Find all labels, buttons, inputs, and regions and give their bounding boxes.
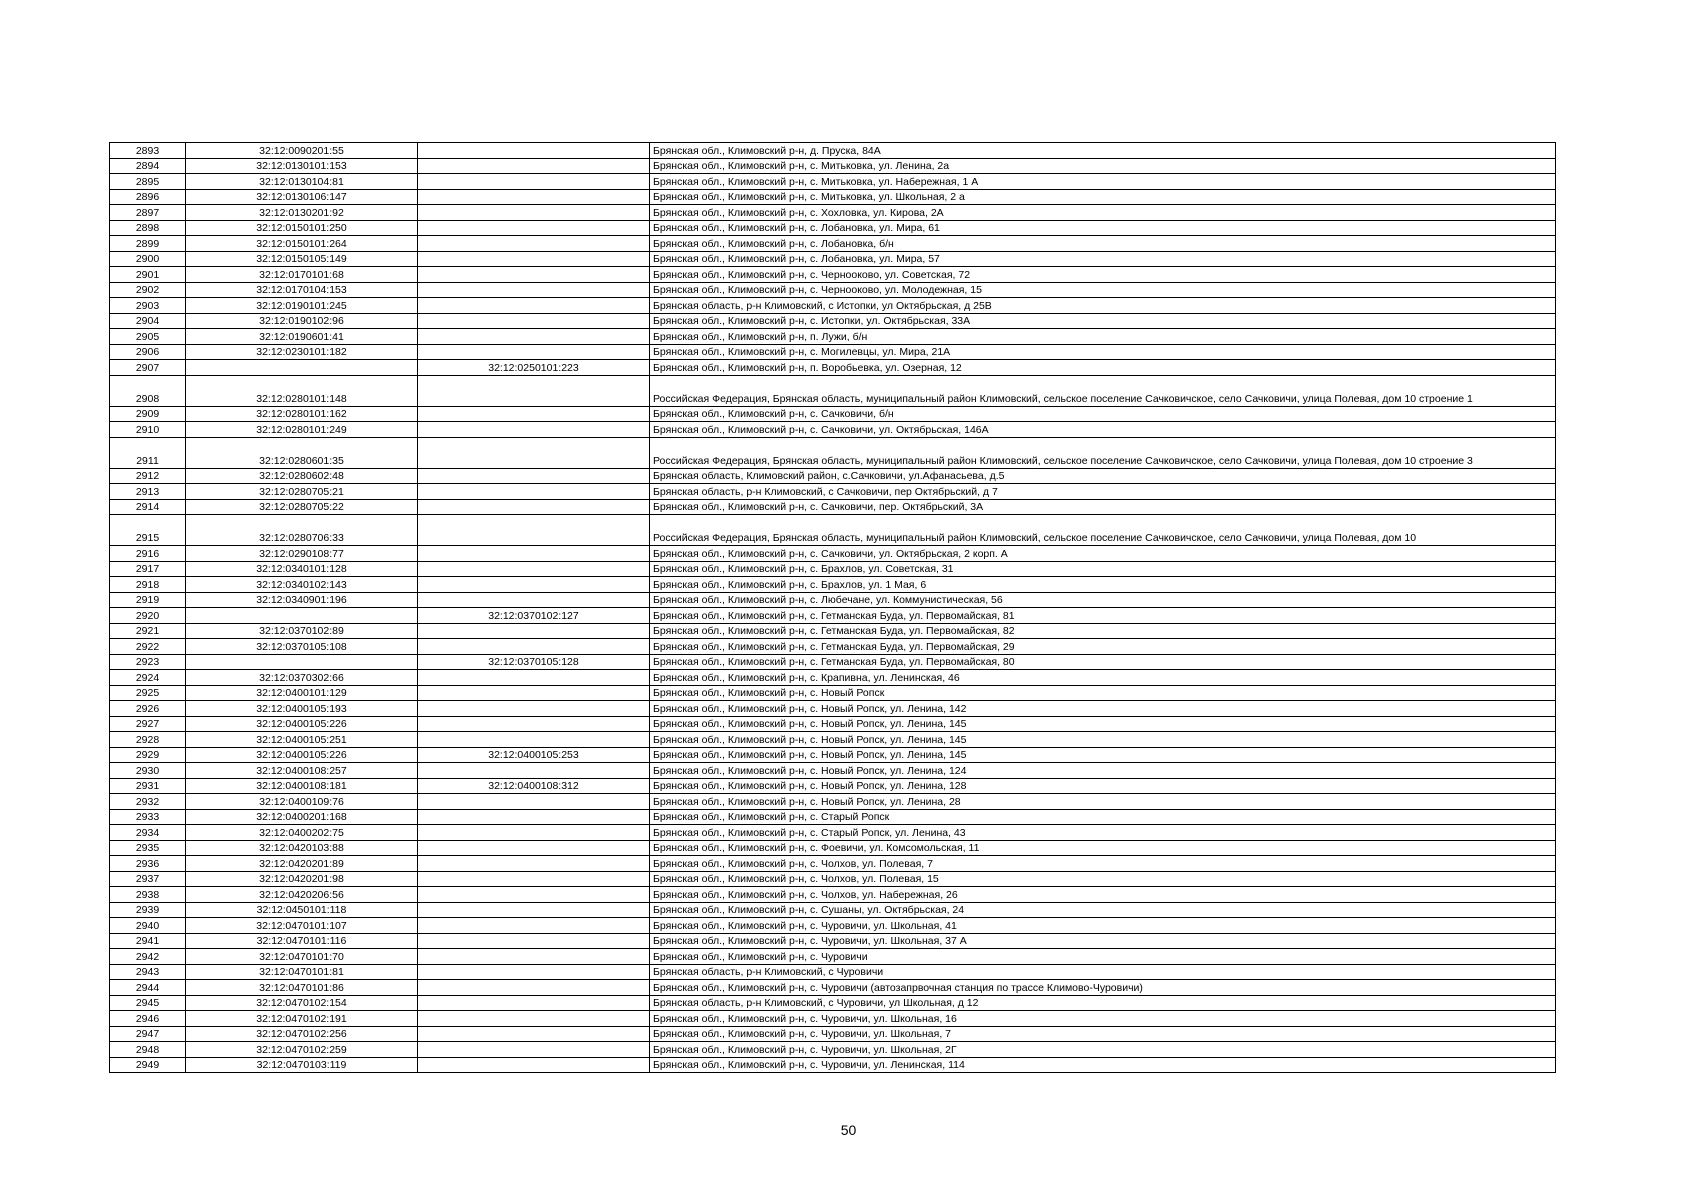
address-cell: Брянская обл., Климовский р-н, с. Новый Ропск [650,685,1556,701]
additional-cadastral-number-cell [418,313,650,329]
additional-cadastral-number-cell [418,499,650,515]
additional-cadastral-number-cell [418,282,650,298]
row-number-cell: 2927 [110,716,186,732]
additional-cadastral-number-cell [418,236,650,252]
cadastral-number-cell: 32:12:0190601:41 [186,329,418,345]
property-table-body [110,143,1556,1073]
table-row [110,639,1556,655]
address-cell: Брянская обл., Климовский р-н, с. Сачковичи, ул. Октябрьская, 146А [650,422,1556,438]
table-row [110,422,1556,438]
cadastral-number-cell: 32:12:0190101:245 [186,298,418,314]
address-cell: Брянская область, р-н Климовский, с Истопки, ул Октябрьская, д 25В [650,298,1556,314]
row-number-cell: 2921 [110,623,186,639]
additional-cadastral-number-cell: 32:12:0250101:223 [418,360,650,376]
address-cell: Брянская обл., Климовский р-н, с. Чернооково, ул. Молодежная, 15 [650,282,1556,298]
additional-cadastral-number-cell [418,732,650,748]
cadastral-number-cell: 32:12:0150101:250 [186,220,418,236]
table-row [110,825,1556,841]
additional-cadastral-number-cell [418,422,650,438]
address-cell: Брянская обл., Климовский р-н, с. Чолхов, ул. Полевая, 7 [650,856,1556,872]
additional-cadastral-number-cell [418,685,650,701]
additional-cadastral-number-cell [418,484,650,500]
additional-cadastral-number-cell [418,561,650,577]
table-row [110,778,1556,794]
row-number-cell: 2914 [110,499,186,515]
additional-cadastral-number-cell [418,964,650,980]
row-number-cell: 2930 [110,763,186,779]
additional-cadastral-number-cell [418,1057,650,1073]
table-row [110,794,1556,810]
row-number-cell: 2947 [110,1026,186,1042]
row-number-cell: 2937 [110,871,186,887]
row-number-cell: 2912 [110,468,186,484]
additional-cadastral-number-cell [418,329,650,345]
additional-cadastral-number-cell [418,623,650,639]
row-number-cell: 2898 [110,220,186,236]
cadastral-number-cell: 32:12:0150101:264 [186,236,418,252]
address-cell: Брянская обл., Климовский р-н, с. Брахлов, ул. 1 Мая, 6 [650,577,1556,593]
cadastral-number-cell: 32:12:0400109:76 [186,794,418,810]
table-row [110,701,1556,717]
table-row [110,360,1556,376]
cadastral-number-cell: 32:12:0370105:108 [186,639,418,655]
address-cell: Брянская обл., Климовский р-н, с. Митьковка, ул. Школьная, 2 а [650,189,1556,205]
row-number-cell: 2924 [110,670,186,686]
address-cell: Брянская обл., Климовский р-н, с. Чуровичи, ул. Ленинская, 114 [650,1057,1556,1073]
cadastral-number-cell: 32:12:0470103:119 [186,1057,418,1073]
address-cell: Брянская обл., Климовский р-н, с. Чуровичи, ул. Школьная, 7 [650,1026,1556,1042]
address-cell: Брянская обл., Климовский р-н, с. Любечане, ул. Коммунистическая, 56 [650,592,1556,608]
additional-cadastral-number-cell: 32:12:0370105:128 [418,654,650,670]
address-cell: Брянская обл., Климовский р-н, с. Старый Ропск [650,809,1556,825]
row-number-cell: 2922 [110,639,186,655]
cadastral-number-cell: 32:12:0400105:193 [186,701,418,717]
cadastral-number-cell: 32:12:0130104:81 [186,174,418,190]
cadastral-number-cell: 32:12:0420201:89 [186,856,418,872]
address-cell: Брянская обл., Климовский р-н, с. Хохловка, ул. Кирова, 2А [650,205,1556,221]
additional-cadastral-number-cell [418,716,650,732]
table-row [110,670,1556,686]
cadastral-number-cell: 32:12:0470102:191 [186,1011,418,1027]
additional-cadastral-number-cell [418,949,650,965]
cadastral-number-cell: 32:12:0400201:168 [186,809,418,825]
address-cell: Брянская обл., Климовский р-н, с. Новый Ропск, ул. Ленина, 28 [650,794,1556,810]
row-number-cell: 2935 [110,840,186,856]
table-row [110,282,1556,298]
cadastral-number-cell: 32:12:0400108:257 [186,763,418,779]
cadastral-number-cell: 32:12:0420206:56 [186,887,418,903]
row-number-cell: 2928 [110,732,186,748]
table-row [110,887,1556,903]
row-number-cell: 2901 [110,267,186,283]
table-row [110,344,1556,360]
table-row [110,189,1556,205]
address-cell: Брянская обл., Климовский р-н, с. Крапивна, ул. Ленинская, 46 [650,670,1556,686]
address-cell: Брянская обл., Климовский р-н, с. Лобановка, ул. Мира, 61 [650,220,1556,236]
additional-cadastral-number-cell [418,856,650,872]
row-number-cell: 2897 [110,205,186,221]
additional-cadastral-number-cell [418,995,650,1011]
row-number-cell: 2944 [110,980,186,996]
table-row [110,1042,1556,1058]
additional-cadastral-number-cell [418,918,650,934]
additional-cadastral-number-cell: 32:12:0370102:127 [418,608,650,624]
address-cell: Брянская область, р-н Климовский, с Сачковичи, пер Октябрьский, д 7 [650,484,1556,500]
additional-cadastral-number-cell [418,158,650,174]
row-number-cell: 2932 [110,794,186,810]
table-row [110,980,1556,996]
cadastral-number-cell [186,608,418,624]
additional-cadastral-number-cell [418,840,650,856]
table-row [110,313,1556,329]
additional-cadastral-number-cell [418,1042,650,1058]
cadastral-number-cell: 32:12:0150105:149 [186,251,418,267]
cadastral-number-cell: 32:12:0280101:162 [186,406,418,422]
cadastral-number-cell: 32:12:0280705:22 [186,499,418,515]
cadastral-number-cell: 32:12:0230101:182 [186,344,418,360]
table-row [110,809,1556,825]
cadastral-number-cell: 32:12:0370102:89 [186,623,418,639]
table-row [110,499,1556,515]
address-cell: Брянская обл., Климовский р-н, д. Пруска, 84А [650,143,1556,159]
cadastral-number-cell: 32:12:0280101:249 [186,422,418,438]
address-cell: Брянская обл., Климовский р-н, с. Чолхов, ул. Набережная, 26 [650,887,1556,903]
cadastral-number-cell: 32:12:0190102:96 [186,313,418,329]
row-number-cell: 2933 [110,809,186,825]
address-cell: Брянская обл., Климовский р-н, с. Брахлов, ул. Советская, 31 [650,561,1556,577]
address-cell: Брянская обл., Климовский р-н, с. Новый Ропск, ул. Ленина, 145 [650,732,1556,748]
additional-cadastral-number-cell [418,887,650,903]
additional-cadastral-number-cell [418,220,650,236]
row-number-cell: 2934 [110,825,186,841]
additional-cadastral-number-cell [418,189,650,205]
address-cell: Брянская обл., Климовский р-н, с. Могилевцы, ул. Мира, 21А [650,344,1556,360]
table-row [110,933,1556,949]
table-row [110,1026,1556,1042]
cadastral-number-cell: 32:12:0400108:181 [186,778,418,794]
address-cell: Брянская обл., Климовский р-н, с. Сачковичи, б/н [650,406,1556,422]
row-number-cell: 2920 [110,608,186,624]
table-row [110,732,1556,748]
additional-cadastral-number-cell [418,267,650,283]
table-row [110,840,1556,856]
address-cell: Брянская обл., Климовский р-н, с. Митьковка, ул. Ленина, 2а [650,158,1556,174]
table-row [110,561,1556,577]
cadastral-number-cell: 32:12:0470101:86 [186,980,418,996]
row-number-cell: 2926 [110,701,186,717]
row-number-cell: 2917 [110,561,186,577]
address-cell: Брянская обл., Климовский р-н, с. Гетманская Буда, ул. Первомайская, 80 [650,654,1556,670]
address-cell: Брянская обл., Климовский р-н, с. Новый Ропск, ул. Ленина, 128 [650,778,1556,794]
additional-cadastral-number-cell: 32:12:0400105:253 [418,747,650,763]
additional-cadastral-number-cell [418,592,650,608]
address-cell: Брянская обл., Климовский р-н, с. Сушаны, ул. Октябрьская, 24 [650,902,1556,918]
row-number-cell: 2919 [110,592,186,608]
table-row [110,995,1556,1011]
row-number-cell: 2913 [110,484,186,500]
row-number-cell: 2936 [110,856,186,872]
cadastral-number-cell: 32:12:0340901:196 [186,592,418,608]
cadastral-number-cell: 32:12:0340101:128 [186,561,418,577]
table-row [110,236,1556,252]
cadastral-number-cell: 32:12:0280101:148 [186,375,418,406]
table-row [110,763,1556,779]
address-cell: Брянская обл., Климовский р-н, с. Лобановка, б/н [650,236,1556,252]
table-row [110,871,1556,887]
cadastral-number-cell: 32:12:0170104:153 [186,282,418,298]
row-number-cell: 2916 [110,546,186,562]
cadastral-number-cell: 32:12:0420201:98 [186,871,418,887]
cadastral-number-cell: 32:12:0470102:259 [186,1042,418,1058]
cadastral-number-cell: 32:12:0280602:48 [186,468,418,484]
address-cell: Брянская обл., Климовский р-н, п. Лужи, б/н [650,329,1556,345]
additional-cadastral-number-cell [418,406,650,422]
address-cell: Брянская обл., Климовский р-н, с. Истопки, ул. Октябрьская, 33А [650,313,1556,329]
additional-cadastral-number-cell [418,298,650,314]
table-row [110,902,1556,918]
cadastral-number-cell: 32:12:0400101:129 [186,685,418,701]
cadastral-number-cell: 32:12:0280706:33 [186,515,418,546]
table-row [110,143,1556,159]
cadastral-number-cell [186,360,418,376]
cadastral-number-cell: 32:12:0130101:153 [186,158,418,174]
address-cell: Брянская обл., Климовский р-н, с. Гетманская Буда, ул. Первомайская, 81 [650,608,1556,624]
additional-cadastral-number-cell [418,515,650,546]
row-number-cell: 2893 [110,143,186,159]
address-cell: Брянская область, Климовский район, с.Сачковичи, ул.Афанасьева, д.5 [650,468,1556,484]
cadastral-number-cell [186,654,418,670]
cadastral-number-cell: 32:12:0420103:88 [186,840,418,856]
table-row [110,949,1556,965]
row-number-cell: 2949 [110,1057,186,1073]
address-cell: Брянская обл., Климовский р-н, с. Чуровичи [650,949,1556,965]
additional-cadastral-number-cell [418,1011,650,1027]
table-row [110,220,1556,236]
additional-cadastral-number-cell [418,825,650,841]
row-number-cell: 2908 [110,375,186,406]
cadastral-number-cell: 32:12:0400105:226 [186,716,418,732]
additional-cadastral-number-cell [418,794,650,810]
row-number-cell: 2948 [110,1042,186,1058]
cadastral-number-cell: 32:12:0400105:251 [186,732,418,748]
additional-cadastral-number-cell [418,980,650,996]
table-row [110,608,1556,624]
cadastral-number-cell: 32:12:0170101:68 [186,267,418,283]
table-row [110,623,1556,639]
address-cell: Брянская обл., Климовский р-н, с. Чуровичи, ул. Школьная, 37 А [650,933,1556,949]
cadastral-number-cell: 32:12:0470102:256 [186,1026,418,1042]
address-cell: Брянская обл., Климовский р-н, с. Лобановка, ул. Мира, 57 [650,251,1556,267]
cadastral-number-cell: 32:12:0370302:66 [186,670,418,686]
cadastral-number-cell: 32:12:0090201:55 [186,143,418,159]
row-number-cell: 2896 [110,189,186,205]
row-number-cell: 2900 [110,251,186,267]
row-number-cell: 2925 [110,685,186,701]
table-row [110,406,1556,422]
table-row [110,174,1556,190]
cadastral-number-cell: 32:12:0280601:35 [186,437,418,468]
address-cell: Брянская обл., Климовский р-н, п. Воробьевка, ул. Озерная, 12 [650,360,1556,376]
address-cell: Брянская обл., Климовский р-н, с. Чуровичи, ул. Школьная, 2Г [650,1042,1556,1058]
cadastral-number-cell: 32:12:0400105:226 [186,747,418,763]
row-number-cell: 2929 [110,747,186,763]
table-row [110,964,1556,980]
address-cell: Брянская обл., Климовский р-н, с. Чолхов, ул. Полевая, 15 [650,871,1556,887]
row-number-cell: 2902 [110,282,186,298]
address-cell: Брянская обл., Климовский р-н, с. Гетманская Буда, ул. Первомайская, 29 [650,639,1556,655]
row-number-cell: 2895 [110,174,186,190]
table-row [110,515,1556,546]
table-row [110,546,1556,562]
row-number-cell: 2911 [110,437,186,468]
address-cell: Брянская обл., Климовский р-н, с. Сачковичи, ул. Октябрьская, 2 корп. А [650,546,1556,562]
additional-cadastral-number-cell [418,174,650,190]
additional-cadastral-number-cell [418,1026,650,1042]
additional-cadastral-number-cell [418,143,650,159]
additional-cadastral-number-cell [418,639,650,655]
table-row [110,484,1556,500]
row-number-cell: 2894 [110,158,186,174]
row-number-cell: 2938 [110,887,186,903]
additional-cadastral-number-cell [418,205,650,221]
address-cell: Брянская обл., Климовский р-н, с. Новый Ропск, ул. Ленина, 145 [650,716,1556,732]
cadastral-number-cell: 32:12:0470101:107 [186,918,418,934]
cadastral-number-cell: 32:12:0470101:70 [186,949,418,965]
table-row [110,251,1556,267]
row-number-cell: 2945 [110,995,186,1011]
additional-cadastral-number-cell [418,701,650,717]
row-number-cell: 2915 [110,515,186,546]
address-cell: Российская Федерация, Брянская область, муниципальный район Климовский, сельское поселение Сачковичское, село Сачковичи, улица Полевая, дом 10 [650,515,1556,546]
address-cell: Брянская обл., Климовский р-н, с. Гетманская Буда, ул. Первомайская, 82 [650,623,1556,639]
table-row [110,267,1556,283]
additional-cadastral-number-cell [418,251,650,267]
address-cell: Российская Федерация, Брянская область, муниципальный район Климовский, сельское поселение Сачковичское, село Сачковичи, улица Полевая, дом 10 строение 3 [650,437,1556,468]
additional-cadastral-number-cell [418,871,650,887]
table-row [110,437,1556,468]
table-row [110,1011,1556,1027]
address-cell: Брянская обл., Климовский р-н, с. Чуровичи (автозапрвочная станция по трассе Климово-Чуровичи) [650,980,1556,996]
additional-cadastral-number-cell [418,437,650,468]
additional-cadastral-number-cell [418,763,650,779]
row-number-cell: 2903 [110,298,186,314]
cadastral-number-cell: 32:12:0290108:77 [186,546,418,562]
additional-cadastral-number-cell: 32:12:0400108:312 [418,778,650,794]
address-cell: Брянская обл., Климовский р-н, с. Новый Ропск, ул. Ленина, 145 [650,747,1556,763]
row-number-cell: 2904 [110,313,186,329]
cadastral-number-cell: 32:12:0280705:21 [186,484,418,500]
address-cell: Брянская обл., Климовский р-н, с. Чуровичи, ул. Школьная, 41 [650,918,1556,934]
cadastral-number-cell: 32:12:0400202:75 [186,825,418,841]
table-row [110,158,1556,174]
row-number-cell: 2918 [110,577,186,593]
row-number-cell: 2943 [110,964,186,980]
address-cell: Брянская обл., Климовский р-н, с. Фоевичи, ул. Комсомольская, 11 [650,840,1556,856]
row-number-cell: 2907 [110,360,186,376]
additional-cadastral-number-cell [418,902,650,918]
cadastral-number-cell: 32:12:0130106:147 [186,189,418,205]
cadastral-number-cell: 32:12:0470101:116 [186,933,418,949]
table-row [110,918,1556,934]
table-row [110,329,1556,345]
row-number-cell: 2923 [110,654,186,670]
row-number-cell: 2909 [110,406,186,422]
table-row [110,654,1556,670]
table-row [110,592,1556,608]
row-number-cell: 2910 [110,422,186,438]
additional-cadastral-number-cell [418,809,650,825]
table-row [110,856,1556,872]
cadastral-number-cell: 32:12:0470102:154 [186,995,418,1011]
table-row [110,685,1556,701]
additional-cadastral-number-cell [418,577,650,593]
address-cell: Брянская обл., Климовский р-н, с. Митьковка, ул. Набережная, 1 А [650,174,1556,190]
additional-cadastral-number-cell [418,933,650,949]
row-number-cell: 2939 [110,902,186,918]
row-number-cell: 2946 [110,1011,186,1027]
row-number-cell: 2941 [110,933,186,949]
row-number-cell: 2905 [110,329,186,345]
row-number-cell: 2906 [110,344,186,360]
address-cell: Российская Федерация, Брянская область, муниципальный район Климовский, сельское поселение Сачковичское, село Сачковичи, улица Полевая, дом 10 строение 1 [650,375,1556,406]
row-number-cell: 2940 [110,918,186,934]
additional-cadastral-number-cell [418,468,650,484]
address-cell: Брянская обл., Климовский р-н, с. Сачковичи, пер. Октябрьский, 3А [650,499,1556,515]
cadastral-number-cell: 32:12:0470101:81 [186,964,418,980]
property-table [109,142,1556,1073]
table-row [110,205,1556,221]
cadastral-number-cell: 32:12:0340102:143 [186,577,418,593]
address-cell: Брянская обл., Климовский р-н, с. Чернооково, ул. Советская, 72 [650,267,1556,283]
additional-cadastral-number-cell [418,375,650,406]
page-number: 50 [840,1122,857,1138]
address-cell: Брянская обл., Климовский р-н, с. Чуровичи, ул. Школьная, 16 [650,1011,1556,1027]
additional-cadastral-number-cell [418,344,650,360]
address-cell: Брянская область, р-н Климовский, с Чуровичи [650,964,1556,980]
table-row [110,298,1556,314]
address-cell: Брянская обл., Климовский р-н, с. Новый Ропск, ул. Ленина, 124 [650,763,1556,779]
address-cell: Брянская обл., Климовский р-н, с. Старый Ропск, ул. Ленина, 43 [650,825,1556,841]
row-number-cell: 2931 [110,778,186,794]
table-row [110,747,1556,763]
table-row [110,1057,1556,1073]
row-number-cell: 2899 [110,236,186,252]
cadastral-number-cell: 32:12:0130201:92 [186,205,418,221]
address-cell: Брянская обл., Климовский р-н, с. Новый Ропск, ул. Ленина, 142 [650,701,1556,717]
table-row [110,716,1556,732]
address-cell: Брянская область, р-н Климовский, с Чуровичи, ул Школьная, д 12 [650,995,1556,1011]
table-row [110,577,1556,593]
additional-cadastral-number-cell [418,546,650,562]
table-row [110,468,1556,484]
row-number-cell: 2942 [110,949,186,965]
table-row [110,375,1556,406]
cadastral-number-cell: 32:12:0450101:118 [186,902,418,918]
additional-cadastral-number-cell [418,670,650,686]
